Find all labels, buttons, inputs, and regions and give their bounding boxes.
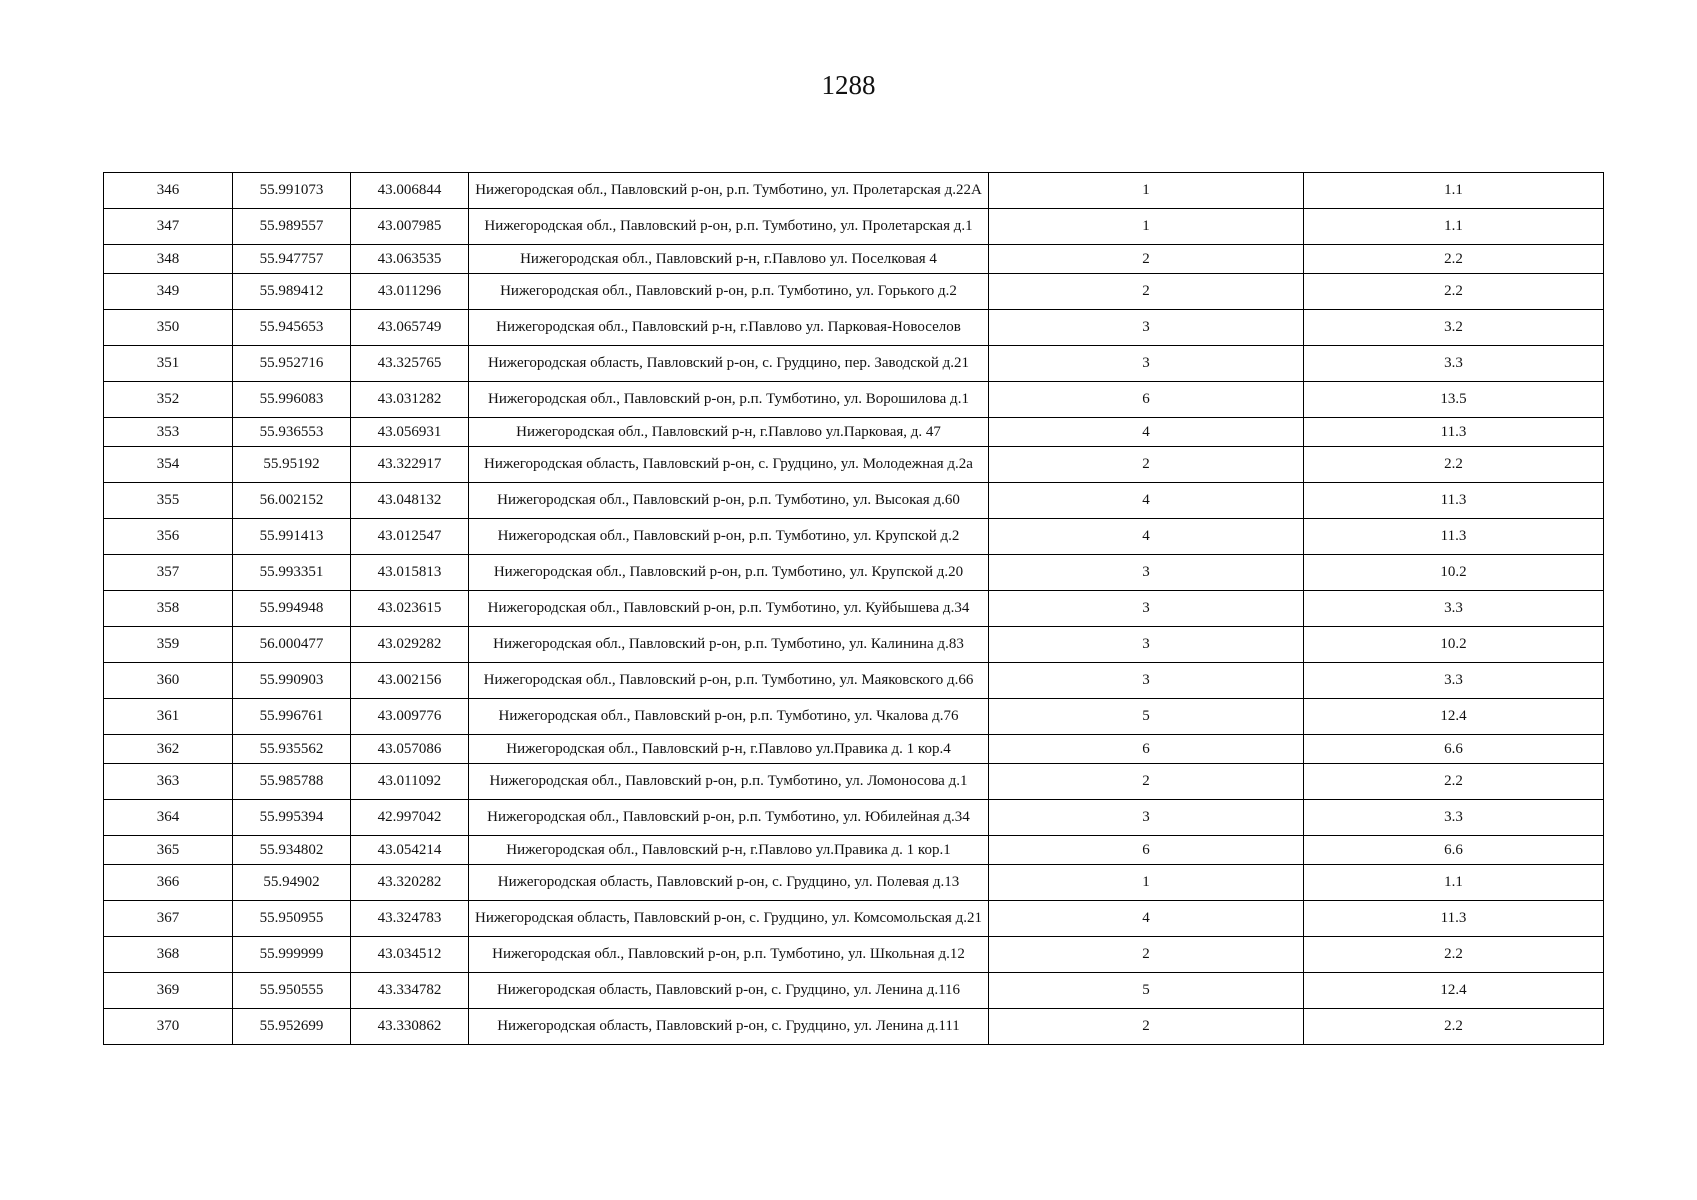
row-number-cell: 356 (104, 519, 233, 555)
row-number-cell: 358 (104, 591, 233, 627)
latitude-cell: 55.999999 (233, 937, 351, 973)
row-number-cell: 359 (104, 627, 233, 663)
table-row (104, 1009, 1604, 1045)
container-count-cell: 2 (989, 937, 1304, 973)
longitude-cell: 43.324783 (351, 901, 469, 937)
latitude-cell: 56.000477 (233, 627, 351, 663)
volume-cell: 2.2 (1304, 274, 1604, 310)
volume-cell: 11.3 (1304, 901, 1604, 937)
latitude-cell: 56.002152 (233, 483, 351, 519)
latitude-cell: 55.952699 (233, 1009, 351, 1045)
volume-cell: 10.2 (1304, 627, 1604, 663)
longitude-cell: 43.029282 (351, 627, 469, 663)
longitude-cell: 43.322917 (351, 447, 469, 483)
latitude-cell: 55.934802 (233, 836, 351, 865)
volume-cell: 3.3 (1304, 591, 1604, 627)
latitude-cell: 55.95192 (233, 447, 351, 483)
longitude-cell: 43.011092 (351, 764, 469, 800)
address-cell: Нижегородская область, Павловский р-он, с. Грудцино, ул. Ленина д.116 (469, 973, 989, 1009)
row-number-cell: 365 (104, 836, 233, 865)
longitude-cell: 43.012547 (351, 519, 469, 555)
row-number-cell: 364 (104, 800, 233, 836)
row-number-cell: 368 (104, 937, 233, 973)
longitude-cell: 43.065749 (351, 310, 469, 346)
table-row (104, 382, 1604, 418)
volume-cell: 6.6 (1304, 735, 1604, 764)
table-row (104, 418, 1604, 447)
table-row (104, 555, 1604, 591)
page-number: 1288 (821, 70, 876, 100)
address-cell: Нижегородская область, Павловский р-он, с. Грудцино, ул. Ленина д.111 (469, 1009, 989, 1045)
latitude-cell: 55.989412 (233, 274, 351, 310)
latitude-cell: 55.952716 (233, 346, 351, 382)
table-row (104, 209, 1604, 245)
longitude-cell: 43.057086 (351, 735, 469, 764)
latitude-cell: 55.945653 (233, 310, 351, 346)
longitude-cell: 43.325765 (351, 346, 469, 382)
row-number-cell: 367 (104, 901, 233, 937)
volume-cell: 13.5 (1304, 382, 1604, 418)
row-number-cell: 346 (104, 173, 233, 209)
latitude-cell: 55.996083 (233, 382, 351, 418)
container-count-cell: 2 (989, 1009, 1304, 1045)
address-cell: Нижегородская область, Павловский р-он, с. Грудцино, ул. Полевая д.13 (469, 865, 989, 901)
volume-cell: 3.3 (1304, 346, 1604, 382)
address-cell: Нижегородская обл., Павловский р-он, р.п. Тумботино, ул. Маяковского д.66 (469, 663, 989, 699)
container-count-cell: 3 (989, 555, 1304, 591)
latitude-cell: 55.995394 (233, 800, 351, 836)
volume-cell: 1.1 (1304, 173, 1604, 209)
container-count-cell: 4 (989, 418, 1304, 447)
latitude-cell: 55.985788 (233, 764, 351, 800)
address-cell: Нижегородская обл., Павловский р-он, р.п. Тумботино, ул. Калинина д.83 (469, 627, 989, 663)
volume-cell: 1.1 (1304, 209, 1604, 245)
row-number-cell: 366 (104, 865, 233, 901)
table-row (104, 173, 1604, 209)
table-row (104, 865, 1604, 901)
container-count-cell: 5 (989, 973, 1304, 1009)
longitude-cell: 43.009776 (351, 699, 469, 735)
table-row (104, 764, 1604, 800)
row-number-cell: 361 (104, 699, 233, 735)
longitude-cell: 43.007985 (351, 209, 469, 245)
container-count-cell: 4 (989, 519, 1304, 555)
latitude-cell: 55.94902 (233, 865, 351, 901)
container-count-cell: 2 (989, 764, 1304, 800)
volume-cell: 3.2 (1304, 310, 1604, 346)
address-cell: Нижегородская обл., Павловский р-он, р.п. Тумботино, ул. Крупской д.2 (469, 519, 989, 555)
longitude-cell: 43.034512 (351, 937, 469, 973)
row-number-cell: 363 (104, 764, 233, 800)
table-row (104, 310, 1604, 346)
volume-cell: 11.3 (1304, 519, 1604, 555)
longitude-cell: 43.063535 (351, 245, 469, 274)
address-cell: Нижегородская обл., Павловский р-н, г.Павлово ул. Парковая-Новоселов (469, 310, 989, 346)
volume-cell: 2.2 (1304, 447, 1604, 483)
address-cell: Нижегородская обл., Павловский р-он, р.п. Тумботино, ул. Юбилейная д.34 (469, 800, 989, 836)
volume-cell: 3.3 (1304, 800, 1604, 836)
longitude-cell: 43.031282 (351, 382, 469, 418)
container-count-cell: 6 (989, 735, 1304, 764)
container-count-cell: 6 (989, 382, 1304, 418)
table-row (104, 973, 1604, 1009)
latitude-cell: 55.989557 (233, 209, 351, 245)
container-count-cell: 4 (989, 483, 1304, 519)
longitude-cell: 43.334782 (351, 973, 469, 1009)
longitude-cell: 43.015813 (351, 555, 469, 591)
container-count-cell: 3 (989, 663, 1304, 699)
volume-cell: 10.2 (1304, 555, 1604, 591)
table-row (104, 800, 1604, 836)
row-number-cell: 370 (104, 1009, 233, 1045)
address-cell: Нижегородская обл., Павловский р-н, г.Павлово ул.Правика д. 1 кор.4 (469, 735, 989, 764)
address-cell: Нижегородская область, Павловский р-он, с. Грудцино, пер. Заводской д.21 (469, 346, 989, 382)
latitude-cell: 55.950555 (233, 973, 351, 1009)
volume-cell: 12.4 (1304, 699, 1604, 735)
container-count-cell: 6 (989, 836, 1304, 865)
table-row (104, 519, 1604, 555)
longitude-cell: 42.997042 (351, 800, 469, 836)
volume-cell: 2.2 (1304, 245, 1604, 274)
volume-cell: 11.3 (1304, 483, 1604, 519)
table-row (104, 901, 1604, 937)
address-cell: Нижегородская область, Павловский р-он, с. Грудцино, ул. Молодежная д.2а (469, 447, 989, 483)
address-cell: Нижегородская обл., Павловский р-он, р.п. Тумботино, ул. Крупской д.20 (469, 555, 989, 591)
longitude-cell: 43.011296 (351, 274, 469, 310)
latitude-cell: 55.936553 (233, 418, 351, 447)
container-count-cell: 3 (989, 627, 1304, 663)
container-count-cell: 2 (989, 274, 1304, 310)
volume-cell: 2.2 (1304, 764, 1604, 800)
latitude-cell: 55.996761 (233, 699, 351, 735)
address-cell: Нижегородская обл., Павловский р-он, р.п. Тумботино, ул. Горького д.2 (469, 274, 989, 310)
longitude-cell: 43.002156 (351, 663, 469, 699)
address-cell: Нижегородская обл., Павловский р-он, р.п. Тумботино, ул. Чкалова д.76 (469, 699, 989, 735)
longitude-cell: 43.006844 (351, 173, 469, 209)
table-row (104, 735, 1604, 764)
container-count-cell: 3 (989, 346, 1304, 382)
container-count-cell: 2 (989, 447, 1304, 483)
longitude-cell: 43.023615 (351, 591, 469, 627)
latitude-cell: 55.990903 (233, 663, 351, 699)
latitude-cell: 55.947757 (233, 245, 351, 274)
container-count-cell: 3 (989, 310, 1304, 346)
table-row (104, 447, 1604, 483)
latitude-cell: 55.950955 (233, 901, 351, 937)
container-count-cell: 5 (989, 699, 1304, 735)
container-count-cell: 1 (989, 209, 1304, 245)
address-cell: Нижегородская обл., Павловский р-он, р.п. Тумботино, ул. Пролетарская д.1 (469, 209, 989, 245)
address-cell: Нижегородская обл., Павловский р-н, г.Павлово ул.Парковая, д. 47 (469, 418, 989, 447)
row-number-cell: 349 (104, 274, 233, 310)
row-number-cell: 347 (104, 209, 233, 245)
row-number-cell: 360 (104, 663, 233, 699)
container-sites-table (103, 172, 1604, 1045)
address-cell: Нижегородская обл., Павловский р-он, р.п. Тумботино, ул. Пролетарская д.22А (469, 173, 989, 209)
latitude-cell: 55.993351 (233, 555, 351, 591)
container-count-cell: 3 (989, 800, 1304, 836)
row-number-cell: 355 (104, 483, 233, 519)
address-cell: Нижегородская область, Павловский р-он, с. Грудцино, ул. Комсомольская д.21 (469, 901, 989, 937)
longitude-cell: 43.330862 (351, 1009, 469, 1045)
table-row (104, 346, 1604, 382)
longitude-cell: 43.320282 (351, 865, 469, 901)
table-row (104, 245, 1604, 274)
table-row (104, 699, 1604, 735)
longitude-cell: 43.048132 (351, 483, 469, 519)
latitude-cell: 55.994948 (233, 591, 351, 627)
table-row (104, 937, 1604, 973)
row-number-cell: 369 (104, 973, 233, 1009)
latitude-cell: 55.935562 (233, 735, 351, 764)
container-count-cell: 1 (989, 865, 1304, 901)
address-cell: Нижегородская обл., Павловский р-н, г.Павлово ул. Поселковая 4 (469, 245, 989, 274)
row-number-cell: 354 (104, 447, 233, 483)
table-row (104, 591, 1604, 627)
row-number-cell: 353 (104, 418, 233, 447)
table-row (104, 663, 1604, 699)
latitude-cell: 55.991073 (233, 173, 351, 209)
volume-cell: 2.2 (1304, 1009, 1604, 1045)
container-count-cell: 1 (989, 173, 1304, 209)
longitude-cell: 43.056931 (351, 418, 469, 447)
row-number-cell: 348 (104, 245, 233, 274)
volume-cell: 1.1 (1304, 865, 1604, 901)
address-cell: Нижегородская обл., Павловский р-он, р.п. Тумботино, ул. Куйбышева д.34 (469, 591, 989, 627)
latitude-cell: 55.991413 (233, 519, 351, 555)
volume-cell: 11.3 (1304, 418, 1604, 447)
container-count-cell: 4 (989, 901, 1304, 937)
container-count-cell: 2 (989, 245, 1304, 274)
table-row (104, 274, 1604, 310)
address-cell: Нижегородская обл., Павловский р-он, р.п. Тумботино, ул. Высокая д.60 (469, 483, 989, 519)
table-row (104, 627, 1604, 663)
container-count-cell: 3 (989, 591, 1304, 627)
row-number-cell: 357 (104, 555, 233, 591)
volume-cell: 2.2 (1304, 937, 1604, 973)
address-cell: Нижегородская обл., Павловский р-н, г.Павлово ул.Правика д. 1 кор.1 (469, 836, 989, 865)
row-number-cell: 350 (104, 310, 233, 346)
row-number-cell: 362 (104, 735, 233, 764)
volume-cell: 6.6 (1304, 836, 1604, 865)
table-row (104, 836, 1604, 865)
row-number-cell: 351 (104, 346, 233, 382)
address-cell: Нижегородская обл., Павловский р-он, р.п. Тумботино, ул. Ломоносова д.1 (469, 764, 989, 800)
volume-cell: 3.3 (1304, 663, 1604, 699)
longitude-cell: 43.054214 (351, 836, 469, 865)
address-cell: Нижегородская обл., Павловский р-он, р.п. Тумботино, ул. Ворошилова д.1 (469, 382, 989, 418)
address-cell: Нижегородская обл., Павловский р-он, р.п. Тумботино, ул. Школьная д.12 (469, 937, 989, 973)
volume-cell: 12.4 (1304, 973, 1604, 1009)
table-body (104, 173, 1604, 1045)
row-number-cell: 352 (104, 382, 233, 418)
table-row (104, 483, 1604, 519)
